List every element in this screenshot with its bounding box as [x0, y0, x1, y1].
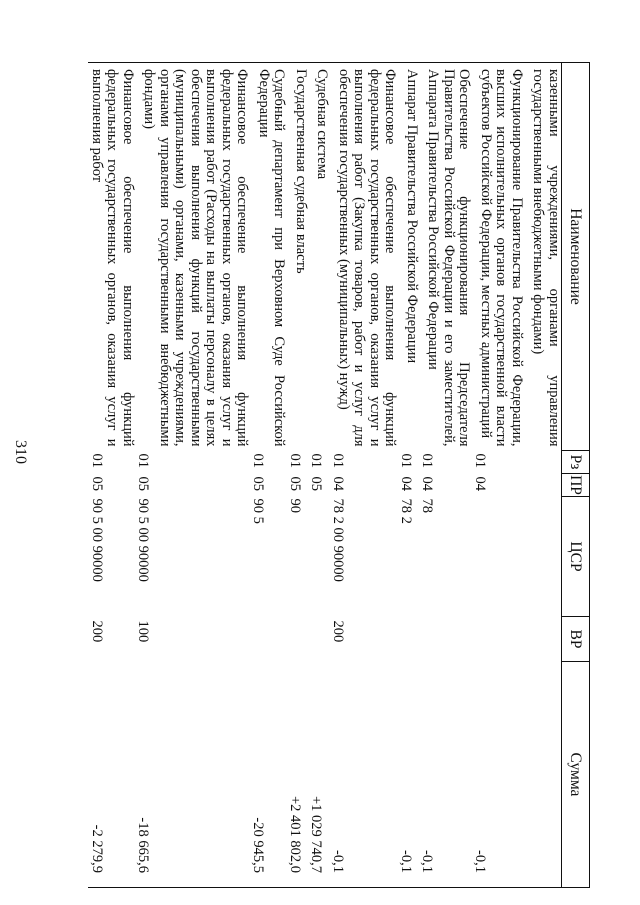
table-row: [287, 63, 309, 888]
row-vr: [419, 617, 472, 662]
row-csr: 78: [419, 498, 436, 513]
row-vr: [287, 617, 309, 662]
row-vr: [472, 617, 525, 662]
row-name: Обеспечение функционирования Председателя Правительства Российской Федерации и его заместителей, Аппарата Правительства Российской Федерации: [419, 63, 472, 451]
row-pr: 05: [287, 476, 303, 491]
row-sum: +1 029 740,7: [308, 662, 330, 888]
budget-table-container: [60, 62, 590, 887]
header-name: Наименование: [562, 63, 590, 451]
table-row: [524, 63, 562, 888]
row-pr: 04: [472, 476, 488, 491]
row-name: казенными учреждениями, органами управления государственными внебюджетными фондами): [524, 63, 562, 451]
row-pr: 05: [89, 476, 105, 491]
row-csr: 78 2: [398, 498, 414, 524]
row-vr: [308, 617, 330, 662]
row-rz: 01: [287, 453, 303, 468]
row-name: Судебная система: [308, 63, 330, 451]
row-rz: 01: [308, 453, 325, 468]
row-csr: 90: [287, 498, 303, 513]
row-sum: -0,1: [419, 662, 472, 888]
row-sum: -0,1: [472, 662, 525, 888]
header-vr: ВР: [562, 617, 590, 662]
row-sum: +2 401 802,0: [287, 662, 309, 888]
row-name: Аппарат Правительства Российской Федерации: [398, 63, 420, 451]
table-row: [308, 63, 330, 888]
table-header-row: [562, 63, 590, 888]
row-vr: [398, 617, 420, 662]
table-row: [250, 63, 287, 888]
row-rz: 01: [89, 453, 105, 468]
row-rz: 01: [472, 453, 488, 468]
header-sum: Сумма: [562, 662, 590, 888]
row-csr: 90 5 00 90000: [135, 498, 152, 582]
row-sum: -18 665,6: [135, 662, 250, 888]
row-name: Финансовое обеспечение выполнения функций федеральных государственных органов, оказания услуг и выполнения работ: [89, 63, 136, 451]
row-csr: [524, 497, 562, 617]
row-sum: [524, 662, 562, 888]
row-pr: 05: [135, 476, 152, 491]
row-pr: 04: [330, 476, 346, 491]
row-vr: 200: [330, 620, 346, 643]
row-rz: 01: [330, 453, 346, 468]
row-vr: 200: [89, 620, 105, 643]
row-rz: 01: [398, 453, 414, 468]
row-name: Финансовое обеспечение выполнения функций федеральных государственных органов, оказания услуг и выполнения работ (Расходы на выплаты персоналу в целях обеспечения выполнения функций государственными (муниципальными) органами, казенными учреждениями, органами управления государственными внебюджетными фондами): [135, 63, 250, 451]
row-pr: 04: [398, 476, 414, 491]
table-row: [398, 63, 420, 888]
row-csr: 78 2 00 90000: [330, 498, 346, 582]
header-pr: ПР: [562, 474, 590, 497]
header-rz: Рз: [562, 451, 590, 474]
table-row: [135, 63, 250, 888]
row-vr: [524, 617, 562, 662]
row-csr: 90 5: [250, 498, 266, 524]
table-row: [419, 63, 472, 888]
row-sum: -20 945,5: [250, 662, 287, 888]
table-row: [89, 63, 136, 888]
row-name: Функционирование Правительства Российской Федерации, высших исполнительных органов государственной власти субъектов Российской Федерации, местных администраций: [472, 63, 525, 451]
row-name: Государственная судебная власть: [287, 63, 309, 451]
row-name: Финансовое обеспечение выполнения функций федеральных государственных органов, оказания услуг и выполнения работ (Закупка товаров, работ и услуг для обеспечения государственных (муниципальных) нужд): [330, 63, 398, 451]
table-row: [472, 63, 525, 888]
row-rz: 01: [135, 453, 152, 468]
row-csr: [472, 497, 525, 617]
row-rz: [524, 451, 562, 474]
row-rz: 01: [250, 453, 266, 468]
row-vr: 100: [135, 620, 152, 643]
budget-table: [89, 62, 591, 888]
page-number: 310: [12, 440, 29, 464]
row-pr: 04: [419, 476, 436, 491]
table-row: [330, 63, 398, 888]
row-csr: 90 5 00 90000: [89, 498, 105, 582]
row-name: Судебный департамент при Верховном Суде Российской Федерации: [250, 63, 287, 451]
row-sum: -0,1: [330, 662, 398, 888]
row-sum: -2 279,9: [89, 662, 136, 888]
row-pr: 05: [250, 476, 266, 491]
row-sum: -0,1: [398, 662, 420, 888]
header-csr: ЦСР: [562, 497, 590, 617]
row-pr: 05: [308, 476, 325, 491]
row-vr: [250, 617, 287, 662]
row-csr: [308, 497, 330, 617]
row-pr: [524, 474, 562, 497]
row-rz: 01: [419, 453, 436, 468]
